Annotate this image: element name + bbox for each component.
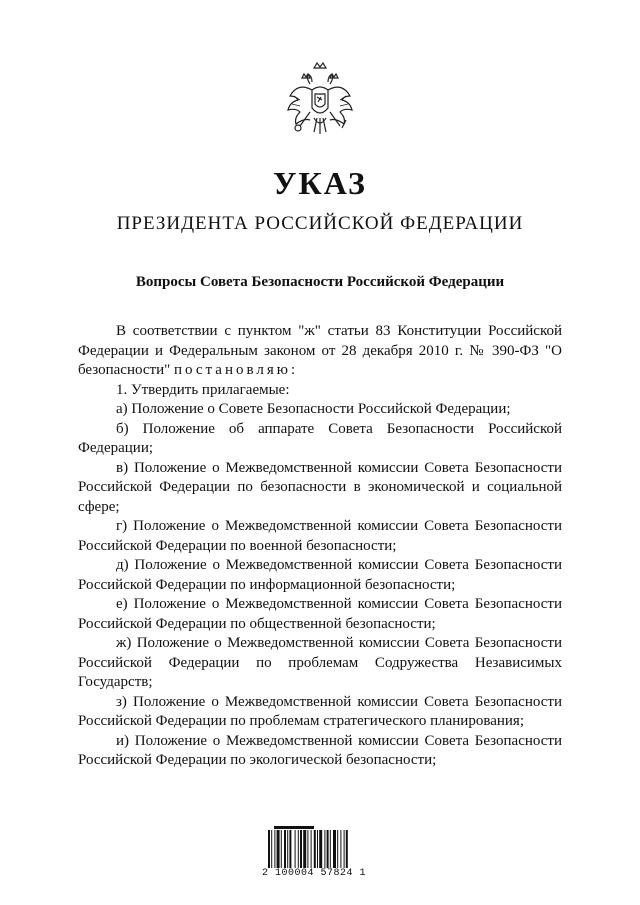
- document-subtitle: ПРЕЗИДЕНТА РОССИЙСКОЙ ФЕДЕРАЦИИ: [116, 213, 524, 234]
- document-body: [78, 322, 562, 771]
- document-title: УКАЗ: [273, 165, 367, 201]
- list-item: з) Положение о Межведомственной комиссии Совета Безопасности Российской Федерации по проблемам стратегического планирования;: [78, 693, 562, 729]
- decree-word: постановляю:: [173, 362, 299, 378]
- list-item: ж) Положение о Межведомственной комиссии Совета Безопасности Российской Федерации по проблемам Содружества Независимых Государств;: [78, 635, 562, 690]
- document-heading: Вопросы Совета Безопасности Российской Федерации: [135, 274, 505, 290]
- list-item: и) Положение о Межведомственной комиссии Совета Безопасности Российской Федерации по экологической безопасности;: [78, 732, 562, 768]
- list-item: д) Положение о Межведомственной комиссии Совета Безопасности Российской Федерации по информационной безопасности;: [78, 557, 562, 593]
- list-item: в) Положение о Межведомственной комиссии Совета Безопасности Российской Федерации по безопасности в экономической и социальной сфере;: [78, 459, 562, 515]
- list-item: 1. Утвердить прилагаемые:: [116, 381, 290, 398]
- barcode-number: 2 100004 57824 1: [262, 868, 367, 879]
- intro-text: В соответствии с пунктом "ж" статьи 83 Конституции Российской Федерации и Федеральным законом от 28 декабря 2010 г. № 390-ФЗ "О безопасности": [78, 323, 562, 378]
- list-item: г) Положение о Межведомственной комиссии Совета Безопасности Российской Федерации по военной безопасности;: [78, 518, 562, 554]
- barcode-icon: [268, 826, 376, 868]
- list-item: а) Положение о Совете Безопасности Российской Федерации;: [116, 401, 511, 417]
- intro-paragraph: [78, 322, 562, 381]
- list-item: б) Положение об аппарате Совета Безопасности Российской Федерации;: [78, 420, 562, 456]
- list-item: е) Положение о Межведомственной комиссии Совета Безопасности Российской Федерации по общественной безопасности;: [78, 596, 562, 632]
- state-emblem-icon: [284, 60, 356, 148]
